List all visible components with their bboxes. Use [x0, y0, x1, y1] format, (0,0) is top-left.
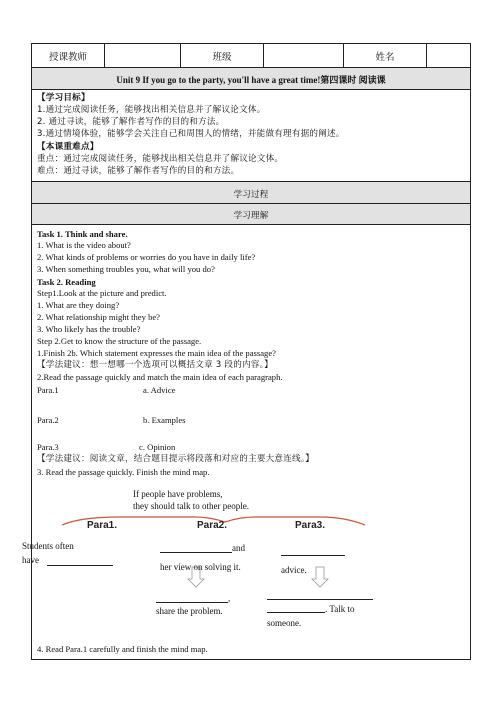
step1-question-2: 2. What relationship might they be?: [37, 312, 160, 322]
match-para-3: Para.3: [37, 442, 59, 452]
teacher-value[interactable]: [104, 44, 180, 67]
title-row: [32, 68, 470, 90]
step1-question-3: 3. Who likely has the trouble?: [37, 324, 141, 334]
header-row: [32, 44, 470, 68]
objectives-row: [32, 90, 470, 182]
objectives-heading: 【学习目标】: [37, 93, 90, 103]
task1-question-2: 2. What kinds of problems or worries do you have in daily life?: [37, 252, 256, 262]
task2-heading: Task 2. Reading: [37, 277, 96, 287]
p2-line-2: her view on solving it.: [160, 562, 241, 572]
teacher-label: 授课教师: [48, 52, 87, 63]
section-study-row: [32, 204, 470, 225]
mind-map-top-line-1: If people have problems,: [133, 489, 223, 499]
bottom-left-blank[interactable]: [156, 602, 228, 603]
p3-line-2: advice.: [281, 565, 307, 575]
p1-line-2: have: [22, 555, 39, 565]
match-idea-2[interactable]: b. Examples: [143, 415, 186, 425]
step2: Step 2.Get to know the structure of the passage.: [37, 336, 202, 346]
objective-2: 2. 通过寻读，能够了解作者写作的目的和方法。: [37, 117, 225, 127]
step1-question-1: 1. What are they doing?: [37, 300, 120, 310]
task1-question-3: 3. When something troubles you, what will you do?: [37, 264, 215, 274]
key-points-heading: 【本课重难点】: [37, 142, 99, 152]
section-process-row: [32, 182, 470, 204]
step2-question-1: 1.Finish 2b. Which statement expresses the main idea of the passage?: [37, 348, 276, 358]
task1-question-1: 1. What is the video about?: [37, 240, 131, 250]
match-para-1: Para.1: [37, 385, 59, 395]
bottom-right-blank-2[interactable]: [267, 612, 325, 613]
task1-heading: Task 1. Think and share.: [37, 229, 128, 239]
bottom-right-suffix: . Talk to: [325, 604, 355, 614]
lesson-title: Unit 9 If you go to the party, you'll have a great time!第四课时 阅读课: [116, 75, 386, 85]
p3-blank[interactable]: [281, 555, 345, 556]
section-study: 学习理解: [233, 211, 269, 221]
mind-map-top-line-2: they should talk to other people.: [133, 501, 249, 511]
bottom-right-blank-1[interactable]: [267, 599, 373, 600]
name-value[interactable]: [426, 44, 470, 67]
para-2-label: Para2.: [196, 519, 228, 531]
step1: Step1.Look at the picture and predict.: [37, 288, 167, 298]
match-idea-3[interactable]: c. Opinion: [139, 442, 176, 452]
p1-line-1: Students often: [22, 541, 74, 551]
para-1-label: Para1.: [86, 519, 118, 531]
p1-blank[interactable]: [47, 565, 113, 566]
match-para-2: Para.2: [37, 415, 59, 425]
key-point-2: 难点：通过寻读，能够了解作者写作的目的和方法。: [37, 166, 240, 176]
name-label: 姓名: [343, 44, 426, 67]
class-value[interactable]: [263, 44, 343, 67]
objective-1: 1.通过完成阅读任务，能够找出相关信息并了解议论文体。: [37, 105, 266, 115]
key-point-1: 重点：通过完成阅读任务，能够找出相关信息并了解议论文体。: [37, 154, 284, 164]
bottom-left-comma: ,: [228, 593, 231, 603]
objective-3: 3.通过情境体验，能够学会关注自己和周围人的情绪，并能做有理有据的阐述。: [37, 129, 345, 139]
p2-and: and: [232, 543, 245, 553]
step2-question-4: 4. Read Para.1 carefully and finish the mind map.: [37, 644, 208, 654]
match-idea-1[interactable]: a. Advice: [143, 385, 176, 395]
mind-map: [20, 487, 382, 637]
bottom-right-line-3: someone.: [267, 618, 302, 628]
step2-question-3: 3. Read the passage quickly. Finish the mind map.: [37, 467, 210, 477]
class-label: 班级: [180, 44, 263, 67]
tip-2: 【学法建议：阅读文章，结合题目提示将段落和对应的主要大意连线。】: [37, 454, 315, 464]
p2-blank[interactable]: [160, 552, 232, 553]
tip-1: 【学法建议：想一想哪一个选项可以概括文章 3 段的内容。】: [37, 360, 273, 370]
para-3-label: Para3.: [294, 519, 326, 531]
step2-question-2: 2.Read the passage quickly and match the main idea of each paragraph.: [37, 372, 283, 382]
section-process: 学习过程: [233, 190, 269, 200]
bottom-left-line-2: share the problem.: [156, 606, 223, 616]
